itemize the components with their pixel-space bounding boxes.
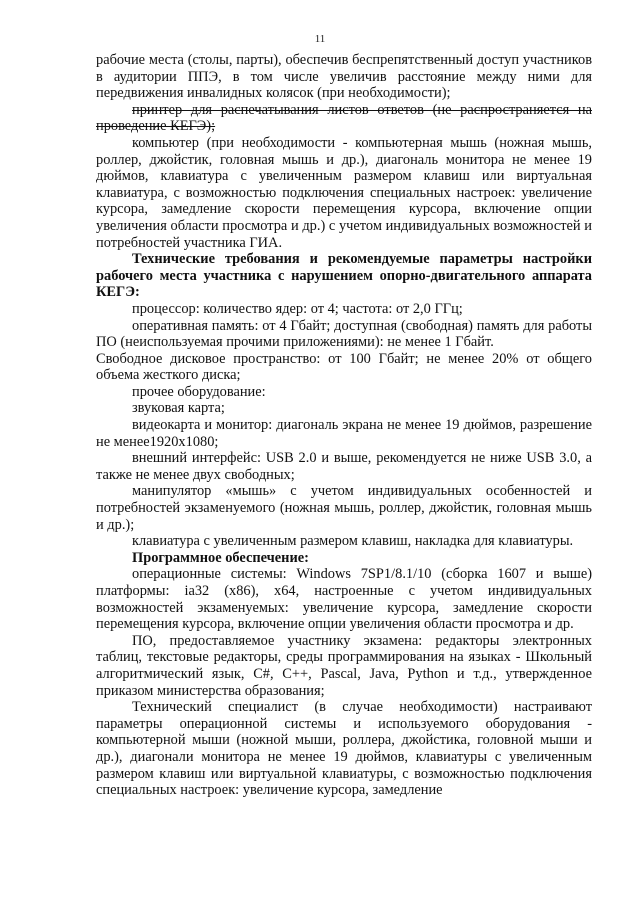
paragraph: операционные системы: Windows 7SP1/8.1/10 (сборка 1607 и выше) платформы: ia32 (x86), x64, настроенные с учетом индивидуальных возможностей экзаменуемых: увеличение курсора, замедление скорости перемещения курсора, включение опции увеличения области просмотра и др. [96, 566, 592, 633]
section-heading: Программное обеспечение: [132, 549, 309, 566]
paragraph: ПО, предоставляемое участнику экзамена: редакторы электронных таблиц, текстовые редакторы, среды программирования на языках - Школьный алгоритмический язык, C#, C++, Pascal, Java, Python и т.д., утвержденное приказом министерства образования; [96, 632, 592, 699]
paragraph: прочее оборудование: [132, 383, 266, 400]
paragraph: внешний интерфейс: USB 2.0 и выше, рекомендуется не ниже USB 3.0, а также не менее двух свободных; [96, 450, 592, 483]
page-number: 11 [314, 33, 326, 45]
section-heading: Технические требования и рекомендуемые параметры настройки рабочего места участника с нарушением опорно-двигательного аппарата КЕГЭ: [96, 251, 592, 301]
paragraph: звуковая карта; [132, 400, 225, 417]
paragraph: Свободное дисковое пространство: от 100 Гбайт; не менее 20% от общего объема жесткого диска; [96, 350, 592, 384]
paragraph: манипулятор «мышь» с учетом индивидуальных особенностей и потребностей экзаменуемого (ножная мышь, роллер, джойстик, головная мышь и др.); [96, 483, 592, 533]
paragraph: оперативная память: от 4 Гбайт; доступная (свободная) память для работы ПО (неиспользуемая прочими приложениями): не менее 1 Гбайт. [96, 317, 592, 351]
page-body [96, 52, 592, 799]
paragraph: клавиатура с увеличенным размером клавиш, накладка для клавиатуры. [132, 533, 574, 550]
paragraph: рабочие места (столы, парты), обеспечив беспрепятственный доступ участников в аудитории ППЭ, в том числе увеличив расстояние между ними для передвижения инвалидных колясок (при необходимости); [96, 52, 592, 102]
paragraph-struck-printer: принтер для распечатывания листов ответов (не распространяется на проведение КЕГЭ); [96, 101, 592, 135]
paragraph: процессор: количество ядер: от 4; частота: от 2,0 ГГц; [132, 300, 463, 317]
paragraph: компьютер (при необходимости - компьютерная мышь (ножная мышь, роллер, джойстик, головная мышь и др.), диагональ монитора не менее 19 дюймов, клавиатура с увеличенным размером клавиш или виртуальная клавиатура, с возможностью подключения специальных настроек: увеличение курсора, замедление скорости перемещения курсора, включение опции увеличения области просмотра и др.) с учетом индивидуальных возможностей и потребностей участника ГИА. [96, 134, 592, 251]
paragraph: Технический специалист (в случае необходимости) настраивают параметры операционной системы и используемого оборудования - компьютерной мыши (ножной мыши, роллера, джойстика, головной мыши и др.), диагонали монитора не менее 19 дюймов, клавиатуры с увеличенным размером клавиш или виртуальной клавиатуры, с возможностью подключения специальных настроек: увеличение курсора, замедление [96, 699, 592, 799]
paragraph: видеокарта и монитор: диагональ экрана не менее 19 дюймов, разрешение не менее1920х1080; [96, 417, 592, 450]
